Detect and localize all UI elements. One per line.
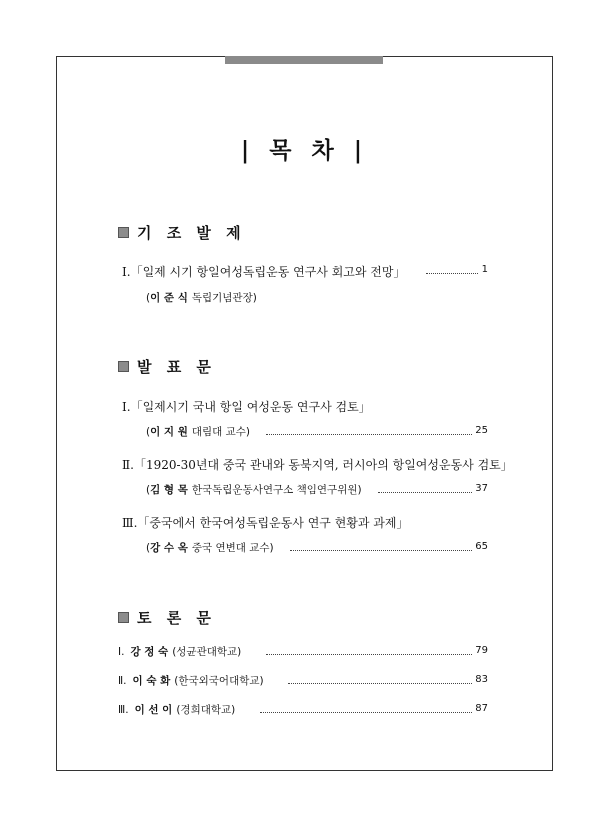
toc-entry-title: Ⅲ.「중국에서 한국여성독립운동사 연구 현황과 과제」 (122, 516, 409, 530)
section-label: 기 조 발 제 (137, 223, 246, 242)
toc-entry-title: Ⅰ.「일제시기 국내 항일 여성운동 연구사 검토」 (122, 400, 371, 414)
page-title: | 목 차 | (240, 137, 369, 164)
discussant-entry: Ⅰ. 강 정 숙 (성균관대학교) (118, 646, 242, 658)
dot-leader (266, 654, 472, 655)
square-bullet-icon (118, 612, 129, 623)
discussant-entry: Ⅲ. 이 선 이 (경희대학교) (118, 704, 236, 716)
page-number: 25 (475, 425, 488, 436)
page-number: 1 (481, 264, 488, 275)
section-label: 토 론 문 (137, 608, 216, 627)
square-bullet-icon (118, 227, 129, 238)
toc-entry-author: ( 이 준 식 독립기념관장 ) (146, 292, 257, 304)
square-bullet-icon (118, 361, 129, 372)
page-number: 37 (475, 483, 488, 494)
page-number: 83 (475, 674, 488, 685)
discussant-entry: Ⅱ. 이 숙 화 (한국외국어대학교) (118, 675, 264, 687)
dot-leader (266, 434, 472, 435)
dot-leader (260, 712, 472, 713)
dot-leader (378, 492, 472, 493)
section-discussions-heading (118, 607, 216, 627)
dot-leader (290, 550, 472, 551)
section-presentations-heading (118, 356, 216, 376)
page-number: 65 (475, 541, 488, 552)
toc-entry-author: ( 김 형 목 한국독립운동사연구소 책임연구위원 ) (146, 484, 362, 496)
toc-entry-title: Ⅱ.「1920-30년대 중국 관내와 동북지역, 러시아의 항일여성운동사 검토」 (122, 458, 513, 472)
section-label: 발 표 문 (137, 357, 216, 376)
page-number: 79 (475, 645, 488, 656)
toc-entry-title: Ⅰ.「일제 시기 항일여성독립운동 연구사 회고와 전망」 (122, 265, 406, 279)
top-bar (225, 56, 383, 64)
page-number: 87 (475, 703, 488, 714)
dot-leader (288, 683, 472, 684)
toc-entry-author: ( 이 지 원 대림대 교수 ) (146, 426, 251, 438)
section-keynote-heading (118, 222, 246, 242)
toc-entry-author: ( 강 수 옥 중국 연변대 교수 ) (146, 542, 274, 554)
